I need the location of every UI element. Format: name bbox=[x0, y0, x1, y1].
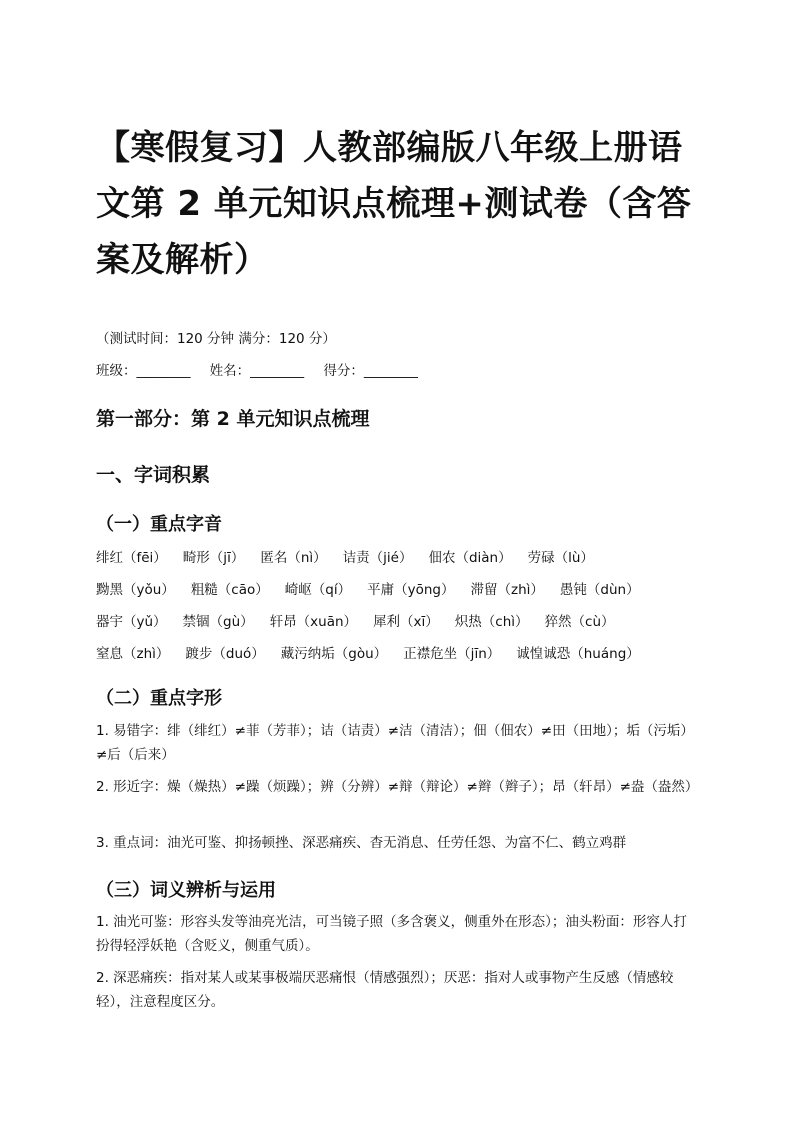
pronunciation-item: 炽热（chì） bbox=[454, 614, 529, 630]
pronunciation-item: 藏污纳垢（gòu） bbox=[280, 646, 388, 662]
title-line: 【寒假复习】人教部编版八年级上册语 bbox=[96, 128, 683, 168]
pronunciation-row bbox=[96, 610, 631, 630]
pronunciation-row bbox=[96, 546, 610, 566]
document-title bbox=[96, 120, 716, 288]
pronunciation-item: 诚惶诚恐（huáng） bbox=[516, 646, 640, 662]
pronunciation-item: 愚钝（dùn） bbox=[559, 582, 640, 598]
pronunciation-item: 诘责（jié） bbox=[342, 550, 413, 566]
class-field: 班级：________ bbox=[96, 363, 191, 379]
pronunciation-item: 滞留（zhì） bbox=[470, 582, 544, 598]
pronunciation-item: 绯红（fēi） bbox=[96, 550, 167, 566]
pronunciation-item: 畸形（jī） bbox=[182, 550, 245, 566]
usage-item: 2. 深恶痛疾：指对某人或某事极端厌恶痛恨（情感强烈）；厌恶：指对人或事物产生反感（情感较轻），注意程度区分。 bbox=[96, 970, 674, 1010]
glyph-item: 3. 重点词：油光可鉴、抑扬顿挫、深恶痛疾、杳无消息、任劳任怨、为富不仁、鹤立鸡群 bbox=[96, 835, 627, 851]
student-info-fields bbox=[96, 359, 420, 379]
pronunciation-item: 匿名（nì） bbox=[260, 550, 327, 566]
pronunciation-item: 轩昂（xuān） bbox=[269, 614, 358, 630]
pronunciation-item: 禁锢（gù） bbox=[182, 614, 254, 630]
subsection-heading-pronunciation: （一）重点字音 bbox=[96, 514, 222, 535]
title-line: 文第 2 单元知识点梳理+测试卷（含答 bbox=[96, 184, 692, 224]
title-line: 案及解析） bbox=[96, 240, 269, 280]
pronunciation-row bbox=[96, 578, 656, 598]
pronunciation-item: 崎岖（qí） bbox=[284, 582, 352, 598]
subsection-heading-glyphs: （二）重点字形 bbox=[96, 688, 222, 709]
pronunciation-row bbox=[96, 642, 656, 662]
glyph-item: 2. 形近字：燥（燥热）≠躁（烦躁）；辨（分辨）≠辩（辩论）≠辫（辫子）；昂（轩昂）≠盎（盎然） bbox=[96, 779, 699, 795]
pronunciation-item: 正襟危坐（jīn） bbox=[403, 646, 501, 662]
part-heading: 第一部分：第 2 单元知识点梳理 bbox=[96, 408, 370, 430]
section-heading: 一、字词积累 bbox=[96, 464, 211, 486]
usage-item: 1. 油光可鉴：形容头发等油亮光洁，可当镜子照（多含褒义，侧重外在形态）；油头粉面：形容人打扮得轻浮妖艳（含贬义，侧重气质）。 bbox=[96, 914, 687, 954]
pronunciation-item: 猝然（cù） bbox=[544, 614, 615, 630]
pronunciation-item: 劳碌（lù） bbox=[527, 550, 594, 566]
pronunciation-item: 粗糙（cāo） bbox=[190, 582, 269, 598]
name-field: 姓名：________ bbox=[209, 363, 305, 379]
glyph-item: 1. 易错字：绯（绯红）≠菲（芳菲）；诘（诘责）≠洁（清洁）；佃（佃农）≠田（田地）；垢（污垢）≠后（后来） bbox=[96, 723, 694, 763]
pronunciation-item: 器宇（yǔ） bbox=[96, 614, 167, 630]
pronunciation-item: 犀利（xī） bbox=[373, 614, 439, 630]
pronunciation-item: 黝黑（yǒu） bbox=[96, 582, 175, 598]
subsection-heading-usage: （三）词义辨析与运用 bbox=[96, 880, 276, 901]
pronunciation-item: 平庸（yōng） bbox=[367, 582, 455, 598]
pronunciation-item: 窒息（zhì） bbox=[96, 646, 170, 662]
pronunciation-item: 踱步（duó） bbox=[185, 646, 265, 662]
pronunciation-item: 佃农（diàn） bbox=[428, 550, 512, 566]
score-field: 得分：________ bbox=[323, 363, 418, 379]
test-time-info: （测试时间：120 分钟 满分：120 分） bbox=[96, 331, 336, 347]
